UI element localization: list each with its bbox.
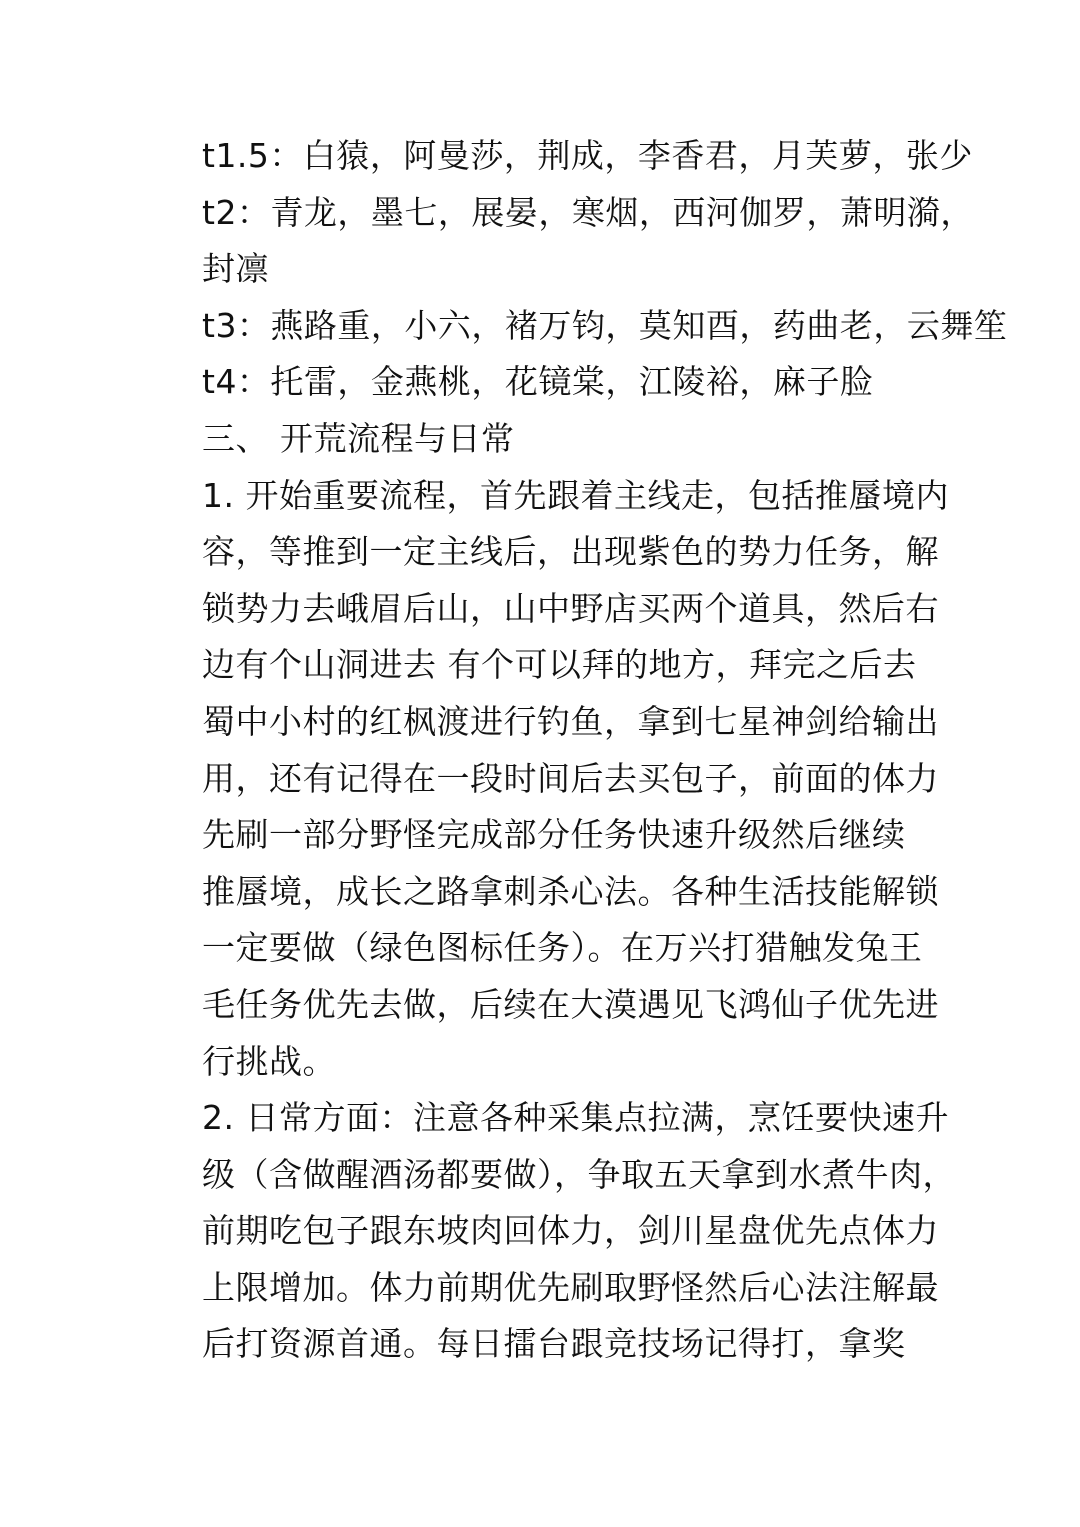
paragraph-1-line: 用，还有记得在一段时间后去买包子，前面的体力	[202, 758, 939, 798]
tier-t4-line: t4：托雷，金燕桃，花镜棠，江陵裕，麻子脸	[202, 362, 874, 402]
paragraph-2-line: 2. 日常方面：注意各种采集点拉满，烹饪要快速升	[202, 1098, 949, 1138]
paragraph-1-line: 行挑战。	[202, 1041, 336, 1081]
paragraph-1-line: 推蜃境，成长之路拿刺杀心法。各种生活技能解锁	[202, 871, 939, 911]
paragraph-1-line: 边有个山洞进去 有个可以拜的地方，拜完之后去	[202, 645, 917, 685]
paragraph-1-line: 一定要做（绿色图标任务）。在万兴打猎触发兔王	[202, 928, 923, 968]
section-heading: 三、 开荒流程与日常	[202, 418, 515, 458]
tier-t2-line-cont: 封凛	[202, 249, 269, 289]
tier-t1-5-line: t1.5：白猿，阿曼莎，荆成，李香君，月芙萝，张少	[202, 136, 973, 175]
paragraph-2-line: 上限增加。体力前期优先刷取野怪然后心法注解最	[202, 1267, 939, 1307]
paragraph-2-line: 前期吃包子跟东坡肉回体力，剑川星盘优先点体力	[202, 1211, 939, 1251]
tier-t2-line: t2：青龙，墨七，展晏，寒烟，西河伽罗，萧明漪，	[202, 192, 974, 232]
paragraph-2-line: 后打资源首通。每日擂台跟竞技场记得打，拿奖	[202, 1324, 906, 1364]
paragraph-1-line: 先刷一部分野怪完成部分任务快速升级然后继续	[202, 815, 906, 855]
paragraph-1-line: 1. 开始重要流程，首先跟着主线走，包括推蜃境内	[202, 475, 949, 515]
document-body	[202, 128, 1008, 1373]
tier-t3-line: t3：燕路重，小六，褚万钧，莫知酉，药曲老，云舞笙	[202, 305, 1008, 345]
paragraph-1-line: 锁势力去峨眉后山，山中野店买两个道具，然后右	[202, 588, 939, 628]
paragraph-2-line: 级（含做醒酒汤都要做），争取五天拿到水煮牛肉，	[202, 1154, 956, 1194]
paragraph-1-line: 蜀中小村的红枫渡进行钓鱼，拿到七星神剑给输出	[202, 701, 939, 741]
paragraph-1-line: 容，等推到一定主线后，出现紫色的势力任务，解	[202, 532, 939, 572]
paragraph-1-line: 毛任务优先去做，后续在大漠遇见飞鸿仙子优先进	[202, 984, 939, 1024]
